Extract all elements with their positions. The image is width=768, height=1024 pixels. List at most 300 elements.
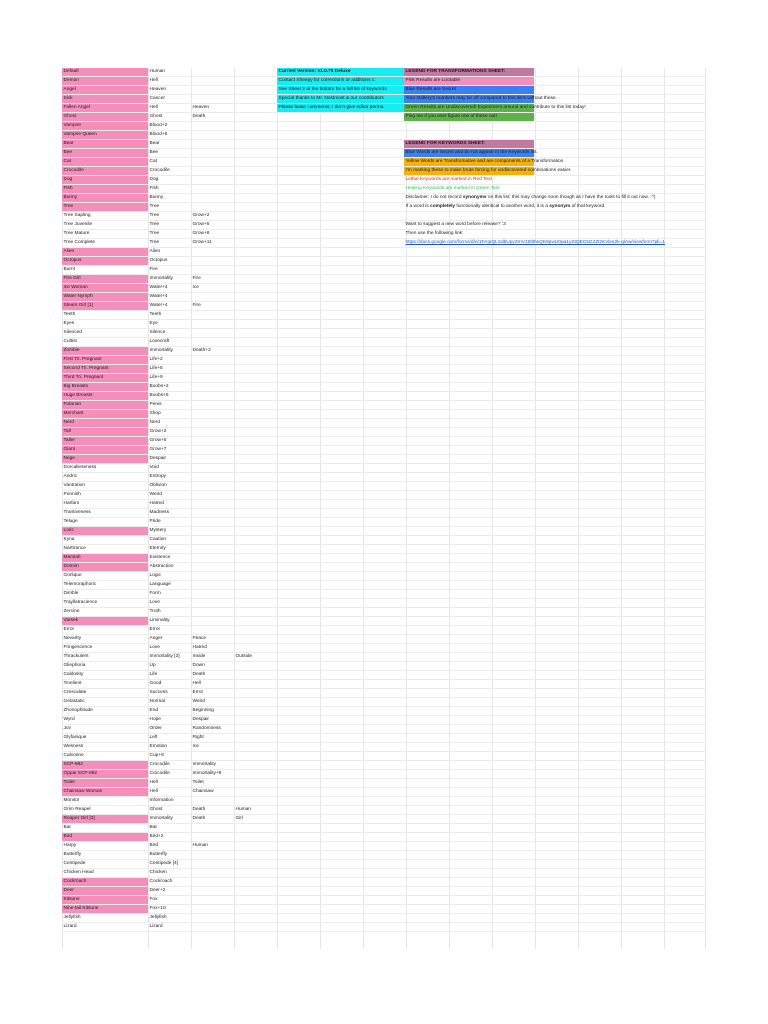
cell-r66-c1[interactable]: Up <box>149 663 156 668</box>
cell-r56-c0[interactable]: Gorlique <box>63 573 82 578</box>
cell-r70-c2[interactable]: Weird <box>192 699 205 704</box>
cell-r23-c1[interactable]: Immortality <box>149 276 173 281</box>
table-row <box>62 212 706 221</box>
cell-r42-c0[interactable]: Giant <box>62 446 148 454</box>
table-row <box>62 761 706 770</box>
cell-r31-c0[interactable]: Zombie <box>62 347 148 355</box>
cell-r2-c0[interactable]: Angel <box>62 86 148 94</box>
table-row <box>62 878 706 887</box>
cell-r25-c0[interactable]: Water Nymph <box>62 293 148 301</box>
cell-r61-c1[interactable]: Liminality <box>149 618 170 623</box>
cell-r37-c0[interactable]: Futanari <box>62 401 148 409</box>
table-row <box>62 914 706 923</box>
cell-r51-c0[interactable]: Loric <box>62 527 148 535</box>
cell-r70-c0[interactable]: Gelastatic <box>63 699 85 704</box>
cell-r46-c0[interactable]: Vantration <box>63 483 86 488</box>
cell-r29-c0[interactable]: Silenced <box>63 330 82 335</box>
cell-r47-c1[interactable]: Weird <box>149 492 162 497</box>
table-row <box>62 131 706 140</box>
cell-r45-c1[interactable]: Entropy <box>149 474 167 479</box>
cell-r18-c1[interactable]: Tree <box>149 231 160 236</box>
cell-r59-c1[interactable]: Love <box>149 600 160 605</box>
cell-r43-c0[interactable]: Nege <box>62 455 148 463</box>
cell-r91-c0[interactable]: Deer <box>62 887 148 895</box>
cell-r47-c0[interactable]: Ponnish <box>63 492 81 497</box>
cell-r31-c2[interactable]: Death+2 <box>192 348 211 353</box>
cell-r4-c0[interactable]: Fallen Angel <box>62 104 148 112</box>
cell-r66-c2[interactable]: Down <box>192 663 205 668</box>
cell-r36-c0[interactable]: Huge Breasts <box>62 392 148 400</box>
cell-r31-c1[interactable]: Immortality <box>149 348 173 353</box>
cell-r9-c1[interactable]: Bee <box>149 150 159 155</box>
cell-r27-c1[interactable]: Teeth <box>149 312 162 317</box>
cell-r21-c1[interactable]: Octopus <box>149 258 168 263</box>
table-row <box>62 410 706 419</box>
cell-r53-c0[interactable]: Narttrance <box>63 546 86 551</box>
cell-r83-c0[interactable]: Reaper Girl [3] <box>62 815 148 823</box>
cell-r54-c0[interactable]: Mamiah <box>62 554 148 562</box>
cell-r9-c7[interactable]: Blue Words are Secret and do not appear in the Keywords list. <box>405 150 538 155</box>
cell-r77-c2[interactable]: Immortality <box>192 762 216 767</box>
table-row <box>62 203 706 212</box>
cell-r5-c7[interactable]: Ping me if you ever figure one of these out! <box>404 113 534 121</box>
cell-r55-c1[interactable]: Abstraction <box>149 564 174 569</box>
cell-r63-c1[interactable]: Anger <box>149 636 163 641</box>
cell-r25-c1[interactable]: Water+4 <box>149 294 168 299</box>
cell-r60-c1[interactable]: Truth <box>149 609 161 614</box>
cell-r55-c0[interactable]: Domim <box>62 563 148 571</box>
cell-r29-c1[interactable]: Silence <box>149 330 166 335</box>
cell-r49-c0[interactable]: Trantiveness <box>63 510 91 515</box>
cell-r0-c0[interactable]: Default <box>62 68 148 76</box>
cell-r79-c1[interactable]: Hell <box>149 780 158 785</box>
cell-r36-c1[interactable]: Boobs+5 <box>149 393 169 398</box>
cell-r51-c1[interactable]: Mystery <box>149 528 167 533</box>
cell-r83-c2[interactable]: Death <box>192 816 206 821</box>
cell-r35-c1[interactable]: Boobs+2 <box>149 384 169 389</box>
table-row <box>62 185 706 194</box>
cell-r64-c0[interactable]: Fringescence <box>63 645 93 650</box>
cell-r80-c2[interactable]: Chainsaw <box>192 789 214 794</box>
cell-r87-c1[interactable]: Butterfly <box>149 852 168 857</box>
table-row <box>62 554 706 563</box>
cell-r10-c1[interactable]: Cat <box>149 159 157 164</box>
cell-r40-c1[interactable]: Grow+2 <box>149 429 167 434</box>
cell-r14-c7[interactable]: Disclaimer: I do not record synonyms on this list; this may change soon though as I have the tools to fill it out now. :^) <box>405 195 656 200</box>
table-row <box>62 626 706 635</box>
cell-r76-c0[interactable]: Calvorine <box>63 753 84 758</box>
cell-r6-c0[interactable]: Vampire <box>62 122 148 130</box>
cell-r13-c7[interactable]: Healing Keywords are marked in Green Text <box>405 186 500 191</box>
cell-r15-c1[interactable]: Tree <box>149 204 160 209</box>
cell-r23-c2[interactable]: Fire <box>192 276 201 281</box>
cell-r75-c0[interactable]: Wesness <box>63 744 84 749</box>
cell-r1-c0[interactable]: Demon <box>62 77 148 85</box>
cell-r72-c2[interactable]: Despair <box>192 717 210 722</box>
cell-r69-c1[interactable]: Success <box>149 690 168 695</box>
cell-r7-c0[interactable]: Vampire Queen <box>62 131 148 139</box>
cell-r11-c0[interactable]: Crocodile <box>62 167 148 175</box>
cell-r78-c0[interactable]: Oppai SCP-682 <box>62 770 148 778</box>
cell-r88-c0[interactable]: Centipede <box>63 861 86 866</box>
cell-r22-c1[interactable]: Fire <box>149 267 158 272</box>
cell-r69-c0[interactable]: Crescalate <box>63 690 87 695</box>
cell-r30-c1[interactable]: Lovecraft <box>149 339 170 344</box>
table-row <box>62 743 706 752</box>
cell-r9-c0[interactable]: Bee <box>62 149 148 157</box>
cell-r77-c0[interactable]: SCP-682 <box>62 761 148 769</box>
table-row <box>62 869 706 878</box>
cell-r3-c5[interactable]: Special thanks to Mr. Nostmost & our contributors <box>277 95 404 103</box>
cell-r73-c0[interactable]: Jov <box>63 726 71 731</box>
cell-r63-c2[interactable]: Peace <box>192 636 207 641</box>
cell-r68-c1[interactable]: Good <box>149 681 162 686</box>
cell-r56-c1[interactable]: Logic <box>149 573 161 578</box>
cell-r82-c2[interactable]: Death <box>192 807 206 812</box>
cell-r86-c0[interactable]: Harpy <box>63 843 77 848</box>
cell-r16-c0[interactable]: Tree Sapling <box>63 213 91 218</box>
cell-r8-c1[interactable]: Bear <box>149 141 160 146</box>
table-row <box>62 752 706 761</box>
cell-r24-c1[interactable]: Water+4 <box>149 285 168 290</box>
cell-r80-c0[interactable]: Chainsaw Woman <box>62 788 148 796</box>
table-row <box>62 851 706 860</box>
table-row <box>62 266 706 275</box>
cell-r81-c0[interactable]: Monitor <box>63 798 80 803</box>
cell-r18-c2[interactable]: Grow+8 <box>192 231 210 236</box>
cell-r17-c0[interactable]: Tree Juvenile <box>63 222 93 227</box>
cell-r41-c1[interactable]: Grow+5 <box>149 438 167 443</box>
emphasis-synonym: synonym <box>549 204 571 209</box>
cell-r18-c7[interactable]: Then use the following link: <box>405 231 464 236</box>
cell-r76-c1[interactable]: Cup+8 <box>149 753 164 758</box>
cell-r8-c7[interactable]: LEGEND FOR KEYWORDS SHEET: <box>404 140 534 148</box>
cell-r48-c1[interactable]: Hatred <box>149 501 164 506</box>
cell-r18-c0[interactable]: Tree Mature <box>63 231 90 236</box>
cell-r44-c1[interactable]: Void <box>149 465 159 470</box>
cell-r93-c1[interactable]: Fox+10 <box>149 906 166 911</box>
cell-r39-c1[interactable]: Nerd <box>149 420 160 425</box>
cell-r63-c0[interactable]: Nevarity <box>63 636 82 641</box>
cell-r8-c0[interactable]: Bear <box>62 140 148 148</box>
cell-r52-c1[interactable]: Caution <box>149 537 167 542</box>
cell-r73-c1[interactable]: Order <box>149 726 162 731</box>
cell-r10-c0[interactable]: Cat <box>62 158 148 166</box>
cell-r65-c2[interactable]: Inside <box>192 654 206 659</box>
cell-r91-c1[interactable]: Deer+2 <box>149 888 166 893</box>
cell-r85-c0[interactable]: Bird <box>62 833 148 841</box>
cell-r75-c1[interactable]: Emotion <box>149 744 168 749</box>
cell-r17-c1[interactable]: Tree <box>149 222 160 227</box>
cell-r33-c1[interactable]: Life+5 <box>149 366 163 371</box>
cell-r67-c2[interactable]: Death <box>192 672 206 677</box>
cell-r28-c0[interactable]: Eyes <box>63 321 75 326</box>
table-row <box>62 257 706 266</box>
cell-r26-c0[interactable]: Steam Girl [1] <box>62 302 148 310</box>
cell-r1-c7[interactable]: Pink Results are Lootable <box>404 77 534 85</box>
cell-r16-c1[interactable]: Tree <box>149 213 160 218</box>
cell-r86-c1[interactable]: Bird <box>149 843 159 848</box>
cell-r45-c0[interactable]: Andric <box>63 474 78 479</box>
cell-r13-c1[interactable]: Fish <box>149 186 159 191</box>
table-row <box>62 716 706 725</box>
cell-r35-c0[interactable]: Big Breasts <box>62 383 148 391</box>
table-row <box>62 563 706 572</box>
cell-r74-c1[interactable]: Left <box>149 735 158 740</box>
cell-r90-c1[interactable]: Cockroach <box>149 879 173 884</box>
cell-r67-c0[interactable]: Caldosity <box>63 672 84 677</box>
cell-r74-c2[interactable]: Right <box>192 735 204 740</box>
cell-r57-c1[interactable]: Language <box>149 582 171 587</box>
cell-r34-c0[interactable]: Third Tri. Pregnant <box>62 374 148 382</box>
cell-r94-c0[interactable]: Jellyfish <box>63 915 81 920</box>
cell-r12-c7[interactable]: Lethal Keywords are marked in Red Text <box>405 177 492 182</box>
table-row <box>62 725 706 734</box>
cell-r68-c2[interactable]: Hell <box>192 681 201 686</box>
cell-r57-c0[interactable]: Telemoraphoric <box>63 582 97 587</box>
cell-r19-c2[interactable]: Grow+11 <box>192 240 212 245</box>
cell-r83-c3[interactable]: Girl <box>235 816 243 821</box>
cell-r20-c0[interactable]: Alien <box>62 248 148 256</box>
cell-r82-c0[interactable]: Grim Reaper <box>63 807 91 812</box>
cell-r78-c1[interactable]: Crocodile <box>149 771 170 776</box>
cell-r66-c0[interactable]: Gliephoria <box>63 663 86 668</box>
cell-r23-c0[interactable]: Fire Girl <box>62 275 148 283</box>
cell-r38-c1[interactable]: Shop <box>149 411 161 416</box>
cell-r67-c1[interactable]: Life <box>149 672 158 677</box>
cell-r89-c1[interactable]: Chicken <box>149 870 167 875</box>
cell-r92-c1[interactable]: Fox <box>149 897 158 902</box>
cell-r88-c1[interactable]: Centipede [4] <box>149 861 179 866</box>
cell-r80-c1[interactable]: Hell <box>149 789 158 794</box>
cell-r2-c1[interactable]: Heaven <box>149 87 167 92</box>
cell-r12-c0[interactable]: Dog <box>62 176 148 184</box>
table-row <box>62 284 706 293</box>
cell-r3-c7[interactable]: Your Gallery's numbers may be off compared to this list's without these. <box>405 96 557 101</box>
table-row <box>62 338 706 347</box>
cell-r90-c0[interactable]: Cockroach <box>62 878 148 886</box>
table-row <box>62 428 706 437</box>
cell-r12-c1[interactable]: Dog <box>149 177 159 182</box>
cell-r49-c1[interactable]: Madness <box>149 510 169 515</box>
cell-r15-c0[interactable]: Tree <box>62 203 148 211</box>
cell-r78-c2[interactable]: Immortality+6 <box>192 771 222 776</box>
cell-r19-c7[interactable]: https://docs.google.com/forms/d/e/1FAIpQLSdbUpyZmV1t0lIhsQK9pwU0pa1yStQEC5G2ZtzKVies2k-qlAw/viewform?pli=1 <box>405 240 665 245</box>
cell-r28-c1[interactable]: Eye <box>149 321 158 326</box>
table-row <box>62 518 706 527</box>
cell-r14-c1[interactable]: Bunny <box>149 195 164 200</box>
table-row <box>62 572 706 581</box>
cell-r4-c7[interactable]: Green Results are Undiscovered! Experiment around and contribute to this list today! <box>405 105 586 110</box>
cell-r32-c1[interactable]: Life+2 <box>149 357 163 362</box>
cell-r58-c1[interactable]: Form <box>149 591 161 596</box>
cell-r72-c0[interactable]: Wyrd <box>63 717 75 722</box>
table-row <box>62 707 706 716</box>
cell-r22-c0[interactable]: Burnt <box>63 267 75 272</box>
table-row <box>62 365 706 374</box>
cell-r58-c0[interactable]: Dimble <box>63 591 79 596</box>
cell-r3-c1[interactable]: Cancer <box>149 96 165 101</box>
table-row <box>62 293 706 302</box>
cell-r71-c1[interactable]: End <box>149 708 159 713</box>
cell-r77-c1[interactable]: Crocodile <box>149 762 170 767</box>
cell-r83-c1[interactable]: Immortality <box>149 816 173 821</box>
cell-r92-c0[interactable]: Kitsune <box>62 896 148 904</box>
cell-r89-c0[interactable]: Chicken Head <box>63 870 94 875</box>
table-row <box>62 680 706 689</box>
cell-r53-c1[interactable]: Eternity <box>149 546 166 551</box>
cell-r93-c0[interactable]: Nine-tail Kitsune <box>62 905 148 913</box>
cell-r50-c0[interactable]: Teluge <box>63 519 78 524</box>
cell-r5-c1[interactable]: Ghost <box>149 114 163 119</box>
table-row <box>62 599 706 608</box>
cell-r40-c0[interactable]: Tall <box>62 428 148 436</box>
cell-r95-c0[interactable]: Lizard <box>63 924 77 929</box>
cell-r24-c0[interactable]: Ice Woman <box>62 284 148 292</box>
cell-r68-c0[interactable]: Tinelient <box>63 681 82 686</box>
table-row <box>62 167 706 176</box>
cell-r15-c7[interactable]: If a word is completely functionally identical to another word, it is a synonym of that keyword. <box>405 204 606 209</box>
cell-r46-c1[interactable]: Oblivion <box>149 483 167 488</box>
table-row <box>62 788 706 797</box>
cell-r26-c1[interactable]: Water+4 <box>149 303 168 308</box>
cell-r17-c2[interactable]: Grow+5 <box>192 222 210 227</box>
cell-r82-c3[interactable]: Human <box>235 807 251 812</box>
cell-r0-c1[interactable]: Human <box>149 69 165 74</box>
cell-r48-c0[interactable]: Harfam <box>63 501 80 506</box>
table-row <box>62 887 706 896</box>
cell-r70-c1[interactable]: Normal <box>149 699 165 704</box>
cell-r13-c0[interactable]: Fish <box>62 185 148 193</box>
cell-r84-c0[interactable]: Bat <box>63 825 71 830</box>
table-row <box>62 77 706 86</box>
table-row <box>62 401 706 410</box>
cell-r7-c1[interactable]: Blood+6 <box>149 132 168 137</box>
cell-r54-c1[interactable]: Existence <box>149 555 171 560</box>
cell-r69-c2[interactable]: Error <box>192 690 204 695</box>
table-row <box>62 221 706 230</box>
table-row <box>62 896 706 905</box>
cell-r5-c2[interactable]: Death <box>192 114 206 119</box>
cell-r11-c1[interactable]: Crocodile <box>149 168 170 173</box>
table-row <box>62 833 706 842</box>
cell-r2-c7[interactable]: Blue Results are Secret <box>404 86 534 94</box>
table-row <box>62 536 706 545</box>
cell-r79-c0[interactable]: Toilet <box>62 779 148 787</box>
table-row <box>62 113 706 122</box>
table-row <box>62 320 706 329</box>
cell-r62-c0[interactable]: Error <box>63 627 75 632</box>
cell-r6-c1[interactable]: Blood+2 <box>149 123 168 128</box>
cell-r19-c0[interactable]: Tree Complete <box>63 240 96 245</box>
cell-r64-c1[interactable]: Love <box>149 645 160 650</box>
cell-r33-c0[interactable]: Second Tri. Pregnant <box>62 365 148 373</box>
cell-r34-c1[interactable]: Life+9 <box>149 375 163 380</box>
cell-r59-c0[interactable]: Trayllatracience <box>63 600 98 605</box>
cell-r4-c1[interactable]: Hell <box>149 105 158 110</box>
cell-r16-c2[interactable]: Grow+2 <box>192 213 210 218</box>
cell-r86-c2[interactable]: Human <box>192 843 208 848</box>
cell-r85-c1[interactable]: Bird+2 <box>149 834 164 839</box>
cell-r20-c1[interactable]: Alien <box>149 249 161 254</box>
cell-r32-c0[interactable]: First Tri. Pregnant <box>62 356 148 364</box>
cell-r79-c2[interactable]: Toilet <box>192 780 204 785</box>
table-row <box>62 824 706 833</box>
table-row <box>62 95 706 104</box>
cell-r94-c1[interactable]: Jellyfish <box>149 915 167 920</box>
cell-r74-c0[interactable]: Glyfanique <box>63 735 87 740</box>
cell-r75-c2[interactable]: Ice <box>192 744 199 749</box>
cell-r71-c0[interactable]: Zhonophitude <box>63 708 93 713</box>
cell-r2-c5[interactable]: See Sheet 2 at the bottom for a full list of keywords <box>277 86 404 94</box>
cell-r27-c0[interactable]: Teeth <box>63 312 76 317</box>
cell-r64-c2[interactable]: Hatred <box>192 645 207 650</box>
table-row <box>62 779 706 788</box>
cell-r65-c3[interactable]: Outside <box>235 654 253 659</box>
cell-r5-c0[interactable]: Ghost <box>62 113 148 121</box>
cell-r73-c2[interactable]: Randomness <box>192 726 221 731</box>
cell-r62-c1[interactable]: Error <box>149 627 161 632</box>
cell-r39-c0[interactable]: Nerd <box>62 419 148 427</box>
table-row <box>62 437 706 446</box>
cell-r37-c1[interactable]: Penis <box>149 402 162 407</box>
cell-r4-c2[interactable]: Heaven <box>192 105 210 110</box>
table-row <box>62 482 706 491</box>
cell-r41-c0[interactable]: Taller <box>62 437 148 445</box>
cell-r43-c1[interactable]: Despair <box>149 456 167 461</box>
cell-r82-c1[interactable]: Ghost <box>149 807 163 812</box>
cell-r21-c0[interactable]: Octopus <box>62 257 148 265</box>
table-row <box>62 842 706 851</box>
cell-r60-c0[interactable]: Zercine <box>63 609 80 614</box>
cell-r38-c0[interactable]: Merchant <box>62 410 148 418</box>
table-row <box>62 581 706 590</box>
cell-r4-c5[interactable]: Please leave comments; I don't give editor perms. <box>277 104 404 112</box>
cell-r10-c7[interactable]: Yellow Words are Transformative and are components of a Transformation. <box>405 159 565 164</box>
cell-r95-c1[interactable]: Lizard <box>149 924 163 929</box>
cell-r19-c1[interactable]: Tree <box>149 240 160 245</box>
cell-r24-c2[interactable]: Ice <box>192 285 199 290</box>
cell-r0-c5[interactable]: Current Version: v1.0.75 Deluxe <box>277 68 404 76</box>
cell-r1-c5[interactable]: Contact Sheepy for corrections or additions c: <box>277 77 404 85</box>
table-row <box>62 608 706 617</box>
cell-r50-c1[interactable]: Pride <box>149 519 161 524</box>
cell-r71-c2[interactable]: Beginning <box>192 708 214 713</box>
cell-r84-c1[interactable]: Bat <box>149 825 157 830</box>
table-row <box>62 500 706 509</box>
cell-r87-c0[interactable]: Butterfly <box>63 852 82 857</box>
cell-r72-c1[interactable]: Hope <box>149 717 161 722</box>
cell-r3-c0[interactable]: Sick <box>62 95 148 103</box>
cell-r42-c1[interactable]: Grow+7 <box>149 447 167 452</box>
cell-r52-c0[interactable]: Kyna <box>63 537 75 542</box>
cell-r0-c7[interactable]: LEGEND FOR TRANSFORMATIONS SHEET: <box>404 68 534 76</box>
cell-r44-c0[interactable]: Dorcalleseness <box>63 465 97 470</box>
table-row <box>62 905 706 914</box>
cell-r65-c1[interactable]: Immortality [2] <box>149 654 180 659</box>
table-row <box>62 734 706 743</box>
cell-r1-c1[interactable]: Hell <box>149 78 158 83</box>
cell-r30-c0[interactable]: Cultist <box>63 339 77 344</box>
cell-r26-c2[interactable]: Fire <box>192 303 201 308</box>
cell-r81-c1[interactable]: Information <box>149 798 174 803</box>
cell-r61-c0[interactable]: Varsek <box>62 617 148 625</box>
cell-r14-c0[interactable]: Bunny <box>62 194 148 202</box>
cell-r17-c7[interactable]: Want to suggest a new word before release? :3 <box>405 222 506 227</box>
cell-r11-c7[interactable]: I'm marking these to make brute forcing for undiscovered combinations easier. <box>405 168 572 173</box>
table-row <box>62 356 706 365</box>
cell-r65-c0[interactable]: Thrackulent <box>63 654 89 659</box>
